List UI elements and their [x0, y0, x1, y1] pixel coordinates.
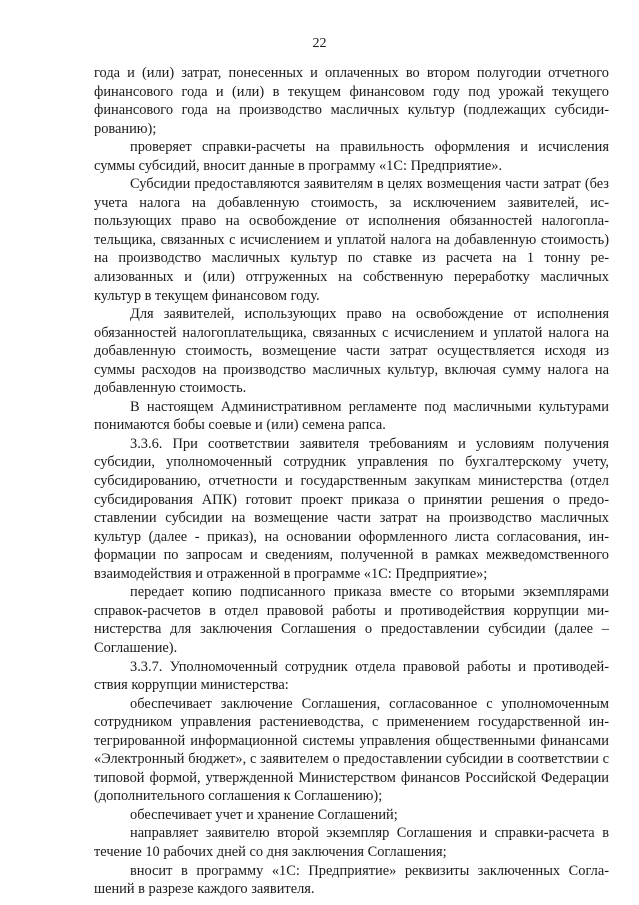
paragraph: года и (или) затрат, понесенных и оплаченных во втором полугодии отчетного финансового года и (или) в текущем финансовом году под урожай текущего финансового года на производство масличных культур (подлежащих субсидированию);: [94, 65, 609, 137]
paragraph: Для заявителей, использующих право на освобождение от исполнения обязанностей налогоплательщика, связанных с исчислением и уплатой налога на добавленную стоимость, возмещение части затрат осуществляется исходя из суммы расходов на производство масличных культур, включая сумму налога на добавленную стоимость.: [94, 306, 609, 397]
paragraph: 3.3.6. При соответствии заявителя требованиям и условиям получения субсидии, уполномоченный сотрудник управления по бухгалтерскому учету, субсидированию, отчетности и государственным закупкам министерства (отдел субсидирования АПК) готовит проект приказа о принятии решения о предоставлении субсидии на возмещение части затрат на производство масличных культур (далее - приказ), на основании оформленного листа согласования, информации по запросам и сведениям, полученной в рамках межведомственного взаимодействия и отраженной в программе «1С: Предприятие»;: [94, 435, 609, 582]
paragraph: обеспечивает заключение Соглашения, согласованное с уполномоченным сотрудником управления растениеводства, с применением государственной интегрированной информационной системы управления общественными финансами «Электронный бюджет», с заявителем о предоставлении субсидии в соответствии с типовой формой, утвержденной Министерством финансов Российской Федерации (дополнительного соглашения к Соглашению);: [94, 695, 609, 805]
paragraph: направляет заявителю второй экземпляр Соглашения и справки-расчета в течение 10 рабочих дней со дня заключения Соглашения;: [94, 825, 609, 860]
page-number: 22: [312, 36, 327, 51]
body-text: [94, 64, 609, 899]
paragraph: обеспечивает учет и хранение Соглашений;: [130, 806, 398, 823]
paragraph: проверяет справки-расчеты на правильность оформления и исчисления суммы субсидий, вносит данные в программу «1С: Предприятие».: [94, 139, 609, 174]
paragraph: передает копию подписанного приказа вместе со вторыми экземплярами справок-расчетов в отдел правовой работы и противодействия коррупции министерства для заключения Соглашения о предоставлении субсидии (далее – Соглашение).: [94, 584, 609, 656]
paragraph: Субсидии предоставляются заявителям в целях возмещения части затрат (без учета налога на добавленную стоимость, за исключением заявителей, использующих право на освобождение от исполнения обязанностей налогоплательщика, связанных с исчислением и уплатой налога на добавленную стоимость) на производство масличных культур по ставке из расчета на 1 тонну реализованных и (или) отгруженных на собственную переработку масличных культур в текущем финансовом году.: [94, 176, 609, 304]
paragraph: вносит в программу «1С: Предприятие» реквизиты заключенных Соглашений в разрезе каждого заявителя.: [94, 862, 609, 898]
paragraph: 3.3.7. Уполномоченный сотрудник отдела правовой работы и противодействия коррупции министерства:: [94, 658, 609, 694]
paragraph: В настоящем Административном регламенте под масличными культурами понимаются бобы соевые и (или) семена рапса.: [94, 398, 609, 434]
